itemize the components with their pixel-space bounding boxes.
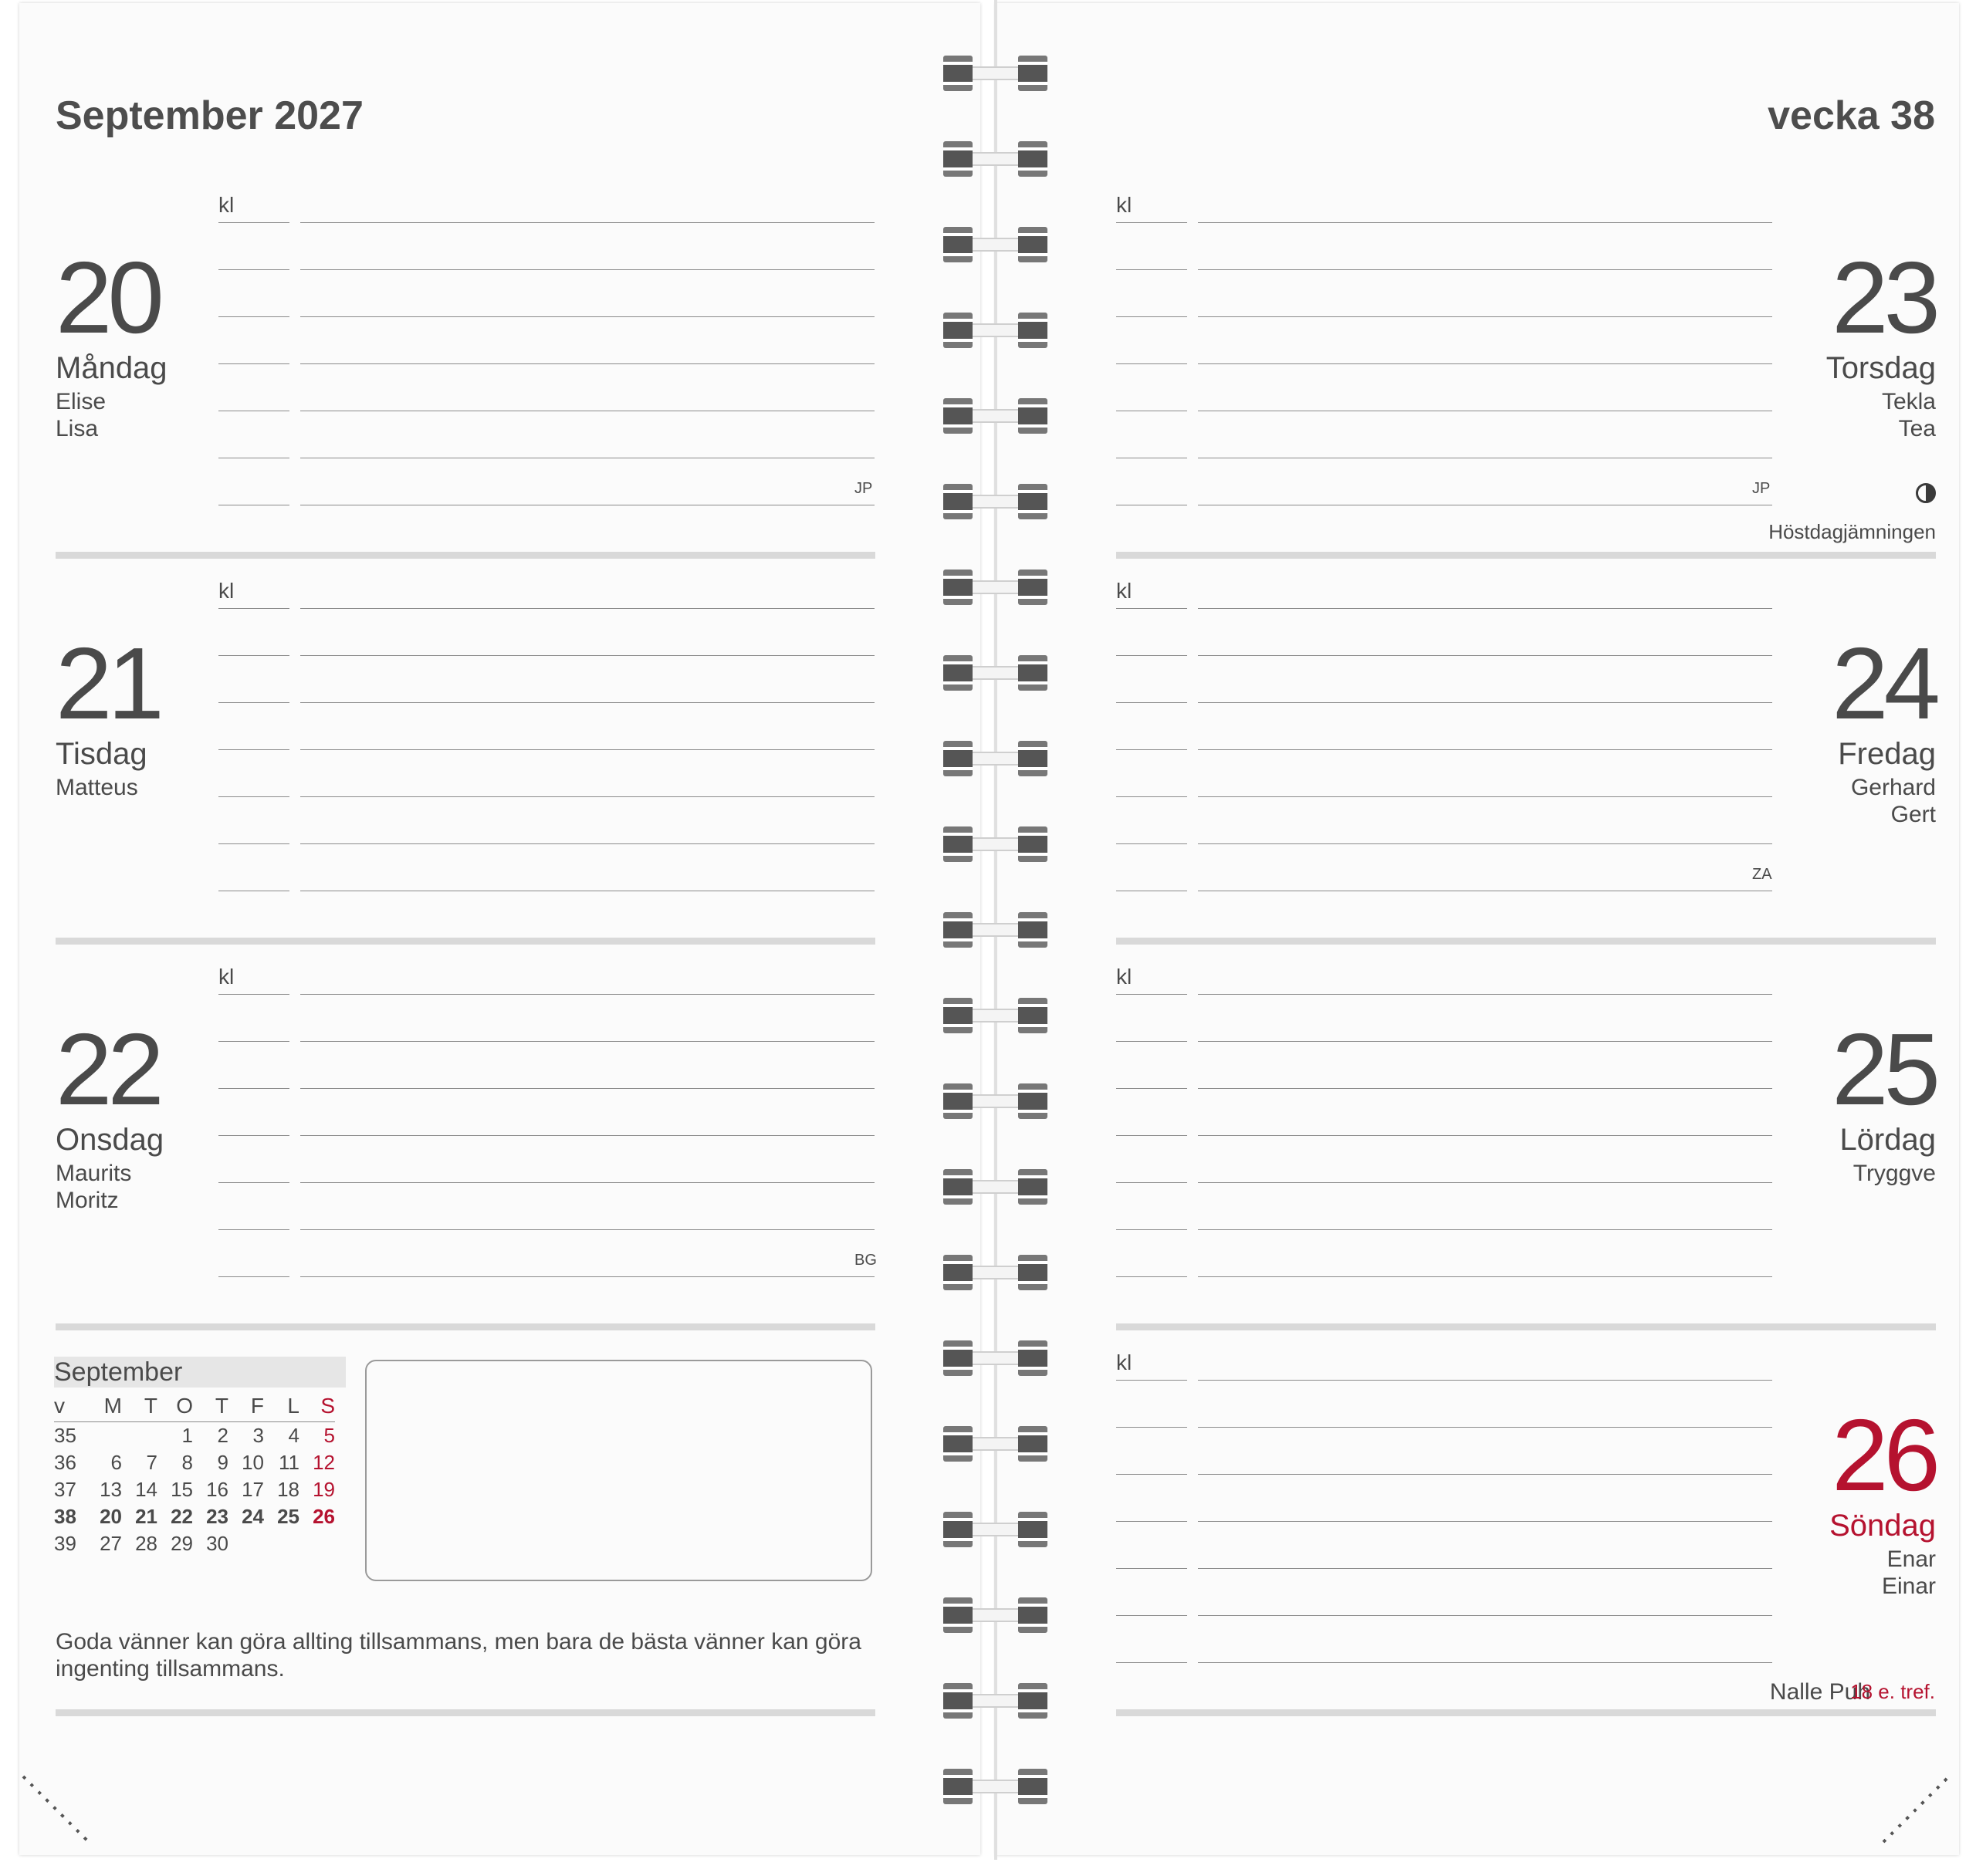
mini-calendar-week-row [54,1449,335,1476]
note-line[interactable] [300,608,875,609]
note-line[interactable] [1198,1380,1772,1381]
note-line[interactable] [1198,222,1772,223]
mini-calendar-header: S [299,1391,335,1422]
mini-calendar-header: F [228,1391,264,1422]
day-block-24 [1116,579,1936,965]
day-number: 26 [1832,1398,1936,1512]
spiral-ring [943,912,1047,948]
time-line[interactable] [1116,1041,1187,1042]
page-bottom-separator-left [56,1709,875,1716]
spiral-ring [943,398,1047,434]
note-line[interactable] [1198,269,1772,270]
time-line[interactable] [218,655,289,656]
spiral-ring [943,1683,1047,1719]
time-line[interactable] [218,222,289,223]
time-line[interactable] [1116,655,1187,656]
time-line[interactable] [218,1276,289,1277]
note-line[interactable] [300,316,875,317]
time-label: kl [1116,193,1132,217]
time-label: kl [218,579,235,603]
day-separator [56,938,875,945]
name-days [1882,388,1936,442]
mini-calendar-day: 26 [313,1505,335,1528]
note-line[interactable] [300,1276,875,1277]
note-line[interactable] [300,749,875,750]
day-block-26 [1116,1350,1936,1736]
mini-calendar-day: 27 [100,1532,122,1555]
day-block-22 [56,965,875,1350]
spiral-ring [943,1255,1047,1290]
time-label: kl [218,193,235,217]
spiral-ring [943,56,1047,91]
note-line[interactable] [1198,1276,1772,1277]
note-line[interactable] [300,1229,875,1230]
name-days [1851,774,1936,828]
spiral-ring [943,484,1047,519]
mini-calendar-day [299,1530,335,1557]
mini-calendar [54,1357,347,1557]
weekday-label: Tisdag [56,737,147,771]
name-day: Tea [1898,416,1936,441]
time-line[interactable] [218,316,289,317]
quote-author: Nalle Puh [1769,1679,1870,1705]
name-days [1882,1546,1936,1600]
time-line[interactable] [218,1182,289,1183]
name-days [56,1160,131,1214]
half-moon-icon [1916,483,1936,503]
mini-calendar-header: v [54,1391,86,1422]
time-line[interactable] [1116,702,1187,703]
time-line[interactable] [1116,316,1187,317]
mini-calendar-day: 15 [171,1478,193,1501]
name-day: Lisa [56,416,99,441]
spiral-ring [943,1340,1047,1376]
note-line[interactable] [300,1135,875,1136]
mini-calendar-header: L [264,1391,299,1422]
time-line[interactable] [218,363,289,364]
note-line[interactable] [1198,1229,1772,1230]
note-line[interactable] [300,655,875,656]
time-label: kl [1116,579,1132,603]
weekday-label: Måndag [56,351,167,385]
mini-calendar-week-number: 38 [54,1505,76,1528]
month-title: September 2027 [56,93,364,138]
mini-calendar-day: 9 [217,1451,228,1474]
mini-calendar-day: 10 [242,1451,264,1474]
note-line[interactable] [1198,1088,1772,1089]
note-line[interactable] [300,269,875,270]
mini-calendar-day [86,1422,122,1450]
weekday-label: Onsdag [56,1123,164,1157]
mini-calendar-day: 23 [206,1505,228,1528]
time-line[interactable] [218,1229,289,1230]
mini-calendar-header: O [157,1391,193,1422]
time-line[interactable] [218,269,289,270]
holiday-note: Höstdagjämningen [1768,520,1936,543]
mini-calendar-day: 22 [171,1505,193,1528]
note-line[interactable] [1198,796,1772,797]
time-line[interactable] [218,994,289,995]
mini-calendar-day: 16 [206,1478,228,1501]
time-label: kl [218,965,235,989]
mini-calendar-day: 12 [313,1451,335,1474]
weekday-label: Söndag [1829,1509,1936,1543]
name-day: Maurits [56,1161,132,1186]
mini-calendar-week-number: 35 [54,1424,76,1447]
mini-calendar-day: 25 [277,1505,299,1528]
spiral-ring [943,313,1047,348]
note-line[interactable] [1198,843,1772,844]
note-line[interactable] [1198,655,1772,656]
name-day: Einar [1881,1573,1936,1599]
spiral-ring [943,1083,1047,1119]
note-line[interactable] [1198,1568,1772,1569]
time-line[interactable] [1116,1380,1187,1381]
spiral-ring [943,141,1047,177]
time-line[interactable] [218,749,289,750]
time-line[interactable] [1116,269,1187,270]
note-line[interactable] [300,702,875,703]
time-line[interactable] [1116,1662,1187,1663]
notes-box[interactable] [365,1360,872,1581]
mini-calendar-header: T [122,1391,157,1422]
weekday-label: Fredag [1838,737,1936,771]
day-separator [1116,552,1936,559]
name-days [1853,1160,1936,1187]
spiral-ring [943,227,1047,262]
day-block-21 [56,579,875,965]
note-line[interactable] [1198,363,1772,364]
note-line[interactable] [1198,608,1772,609]
author-initials: JP [854,480,873,497]
time-line[interactable] [1116,222,1187,223]
time-line[interactable] [1116,994,1187,995]
day-number: 24 [1832,627,1936,740]
spiral-ring [943,1769,1047,1804]
author-initials: JP [1752,480,1771,497]
mini-calendar-day: 11 [279,1451,299,1474]
spiral-ring [943,1597,1047,1633]
name-days [56,774,138,801]
time-line[interactable] [1116,843,1187,844]
mini-calendar-header: T [193,1391,228,1422]
mini-calendar-day: 14 [135,1478,157,1501]
day-block-20 [56,193,875,579]
mini-calendar-grid [54,1391,335,1557]
note-line[interactable] [1198,316,1772,317]
weekday-label: Lördag [1839,1123,1936,1157]
day-separator [1116,938,1936,945]
mini-calendar-day: 7 [146,1451,157,1474]
spiral-ring [943,1169,1047,1205]
note-line[interactable] [1198,702,1772,703]
sunday-after-trinity-note: 18 e. tref. [1850,1680,1935,1703]
time-line[interactable] [1116,1088,1187,1089]
mini-calendar-day: 21 [135,1505,157,1528]
time-line[interactable] [218,608,289,609]
note-line[interactable] [300,843,875,844]
name-day: Moritz [56,1188,119,1213]
note-line[interactable] [1198,994,1772,995]
note-line[interactable] [1198,1521,1772,1522]
mini-calendar-week-number: 37 [54,1478,76,1501]
mini-calendar-day: 6 [110,1451,122,1474]
day-separator [1116,1323,1936,1330]
note-line[interactable] [1198,1474,1772,1475]
mini-calendar-title: September [54,1357,346,1388]
day-number: 21 [56,627,160,740]
note-line[interactable] [300,1041,875,1042]
time-line[interactable] [1116,796,1187,797]
time-line[interactable] [1116,749,1187,750]
time-line[interactable] [1116,1615,1187,1616]
mini-calendar-day: 30 [206,1532,228,1555]
mini-calendar-day: 19 [313,1478,335,1501]
note-line[interactable] [1198,1427,1772,1428]
spiral-ring [943,741,1047,776]
time-line[interactable] [1116,1135,1187,1136]
note-line[interactable] [1198,1135,1772,1136]
quote-text: Goda vänner kan göra allting tillsammans, men bara de bästa vänner kan göra ingenting tillsammans. [56,1629,861,1682]
time-line[interactable] [1116,608,1187,609]
name-day: Gerhard [1850,775,1936,800]
day-block-23 [1116,193,1936,579]
mini-calendar-day: 17 [242,1478,264,1501]
author-initials: ZA [1752,866,1772,883]
mini-calendar-week-number: 39 [54,1532,76,1555]
note-line[interactable] [300,1182,875,1183]
mini-calendar-day: 13 [100,1478,122,1501]
name-day: Matteus [56,775,138,800]
name-day: Tekla [1881,389,1936,414]
note-line[interactable] [300,994,875,995]
mini-calendar-day: 1 [181,1424,193,1447]
note-line[interactable] [300,363,875,364]
name-day: Tryggve [1852,1161,1936,1186]
spiral-ring [943,655,1047,691]
weekday-label: Torsdag [1825,351,1936,385]
day-number: 25 [1832,1012,1936,1126]
time-line[interactable] [1116,1427,1187,1428]
time-line[interactable] [1116,1568,1187,1569]
mini-calendar-day: 5 [323,1424,335,1447]
time-label: kl [1116,1350,1132,1374]
time-line[interactable] [1116,1229,1187,1230]
time-line[interactable] [218,1041,289,1042]
time-line[interactable] [1116,363,1187,364]
time-line[interactable] [218,1088,289,1089]
mini-calendar-day: 24 [242,1505,264,1528]
mini-calendar-day: 18 [277,1478,299,1501]
note-line[interactable] [1198,1182,1772,1183]
mini-calendar-day [228,1530,264,1557]
spiral-ring [943,1512,1047,1547]
note-line[interactable] [1198,1615,1772,1616]
time-line[interactable] [1116,1182,1187,1183]
name-day: Elise [56,389,107,414]
week-title: vecka 38 [1768,93,1935,138]
spiral-ring [943,826,1047,862]
time-line[interactable] [218,796,289,797]
name-day: Gert [1890,802,1936,827]
name-days [56,388,106,442]
mini-calendar-day: 4 [288,1424,299,1447]
mini-calendar-header: M [86,1391,122,1422]
spiral-ring [943,1426,1047,1462]
note-line[interactable] [300,796,875,797]
day-separator [1116,1709,1936,1716]
mini-calendar-day: 28 [135,1532,157,1555]
day-separator [56,552,875,559]
mini-calendar-week-row [54,1503,335,1530]
mini-calendar-day [264,1530,299,1557]
time-line[interactable] [1116,1521,1187,1522]
mini-calendar-week-row [54,1422,335,1450]
day-block-25 [1116,965,1936,1350]
time-label: kl [1116,965,1132,989]
spiral-ring [943,570,1047,605]
day-number: 22 [56,1012,160,1126]
day-separator [56,1323,875,1330]
time-line[interactable] [1116,1276,1187,1277]
note-line[interactable] [1198,1041,1772,1042]
spiral-ring [943,998,1047,1033]
mini-calendar-day: 20 [100,1505,122,1528]
time-line[interactable] [1116,1474,1187,1475]
note-line[interactable] [300,1088,875,1089]
mini-calendar-day: 29 [171,1532,193,1555]
time-line[interactable] [218,702,289,703]
mini-calendar-week-row [54,1476,335,1503]
time-line[interactable] [218,1135,289,1136]
mini-calendar-day: 3 [252,1424,264,1447]
mini-calendar-day: 8 [181,1451,193,1474]
note-line[interactable] [300,222,875,223]
day-number: 23 [1832,241,1936,354]
time-line[interactable] [218,843,289,844]
mini-calendar-day [122,1422,157,1450]
day-number: 20 [56,241,160,354]
mini-calendar-day: 2 [217,1424,228,1447]
note-line[interactable] [1198,1662,1772,1663]
mini-calendar-week-row [54,1530,335,1557]
note-line[interactable] [1198,749,1772,750]
author-initials: BG [854,1252,877,1269]
mini-calendar-week-number: 36 [54,1451,76,1474]
name-day: Enar [1886,1546,1936,1572]
